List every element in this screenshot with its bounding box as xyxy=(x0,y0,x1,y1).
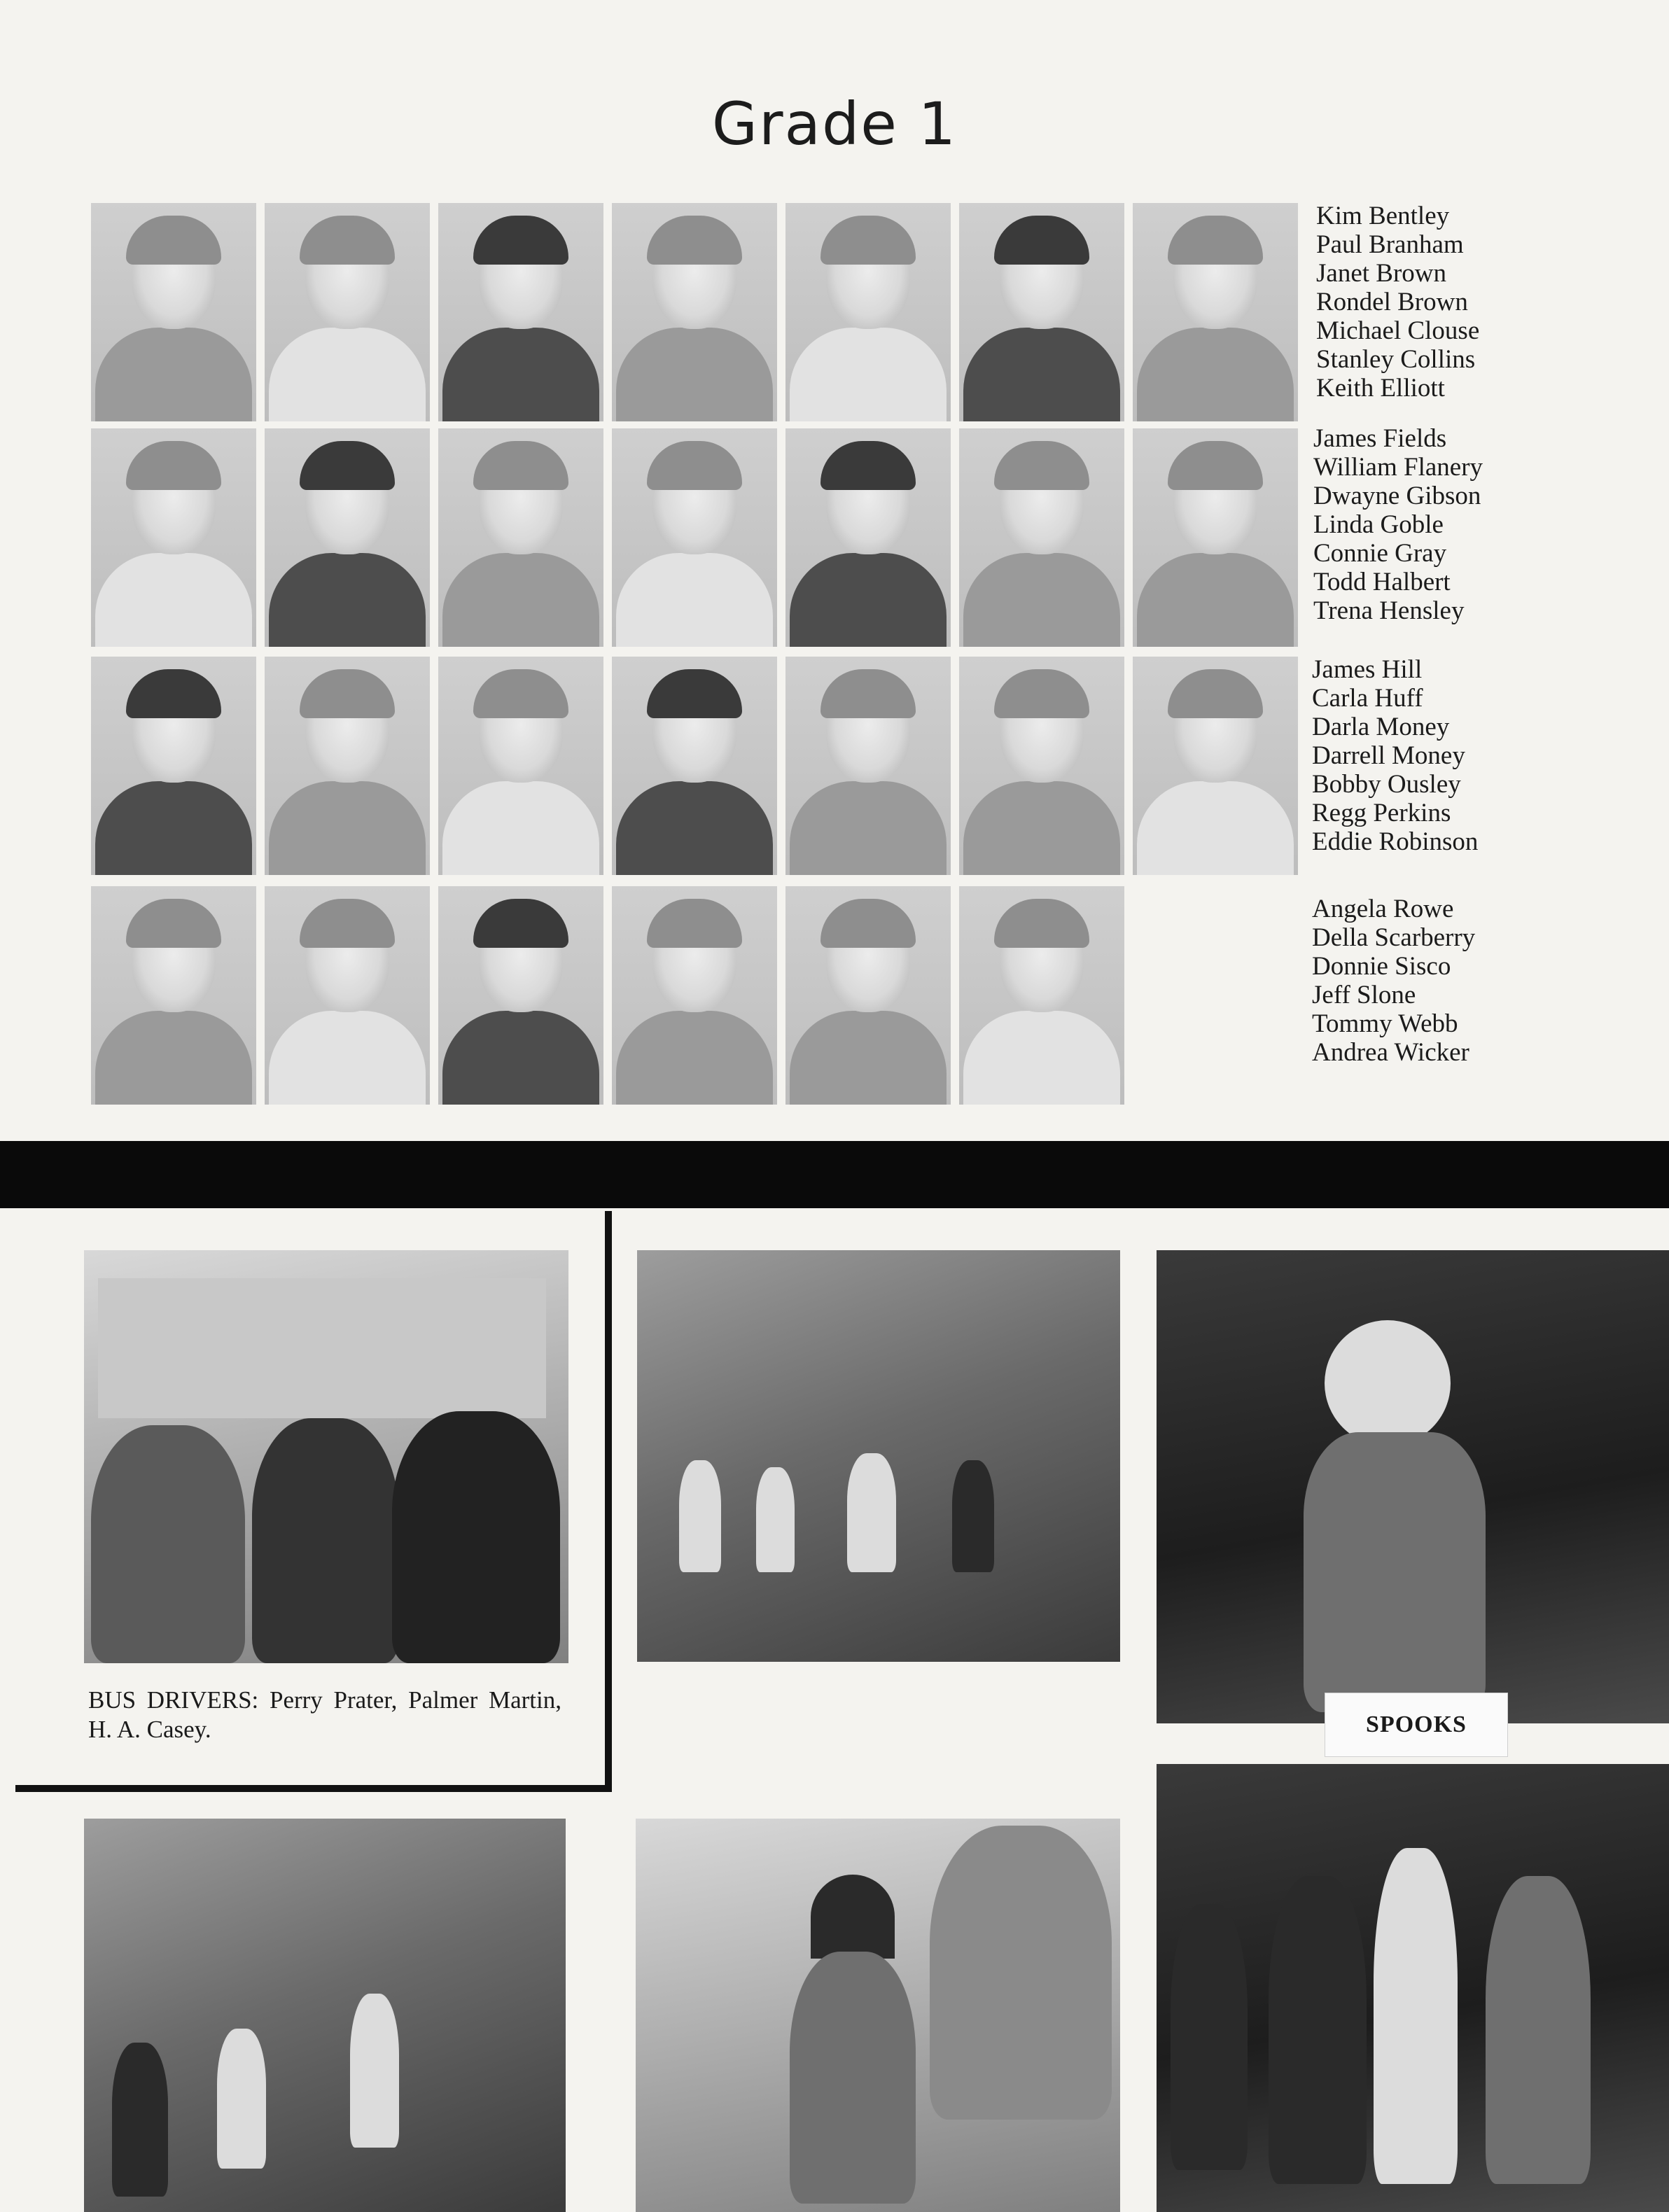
portrait-body xyxy=(442,553,599,647)
portrait-hair xyxy=(300,669,395,718)
student-name: Todd Halbert xyxy=(1313,568,1451,596)
portrait-body xyxy=(442,1011,599,1105)
student-portrait xyxy=(959,203,1124,421)
name-group-3 xyxy=(1312,655,1478,856)
student-name: Andrea Wicker xyxy=(1312,1038,1469,1067)
student-name: Angela Rowe xyxy=(1312,895,1454,923)
student-name: Connie Gray xyxy=(1313,539,1447,568)
student-portrait xyxy=(438,886,603,1105)
bus-driver-figure xyxy=(252,1418,399,1663)
student-name: Keith Elliott xyxy=(1316,374,1445,402)
portrait-body xyxy=(442,328,599,421)
portrait-body xyxy=(1137,553,1294,647)
portrait-hair xyxy=(300,216,395,265)
portrait-hair xyxy=(647,669,742,718)
costumed-figure xyxy=(1269,1876,1367,2184)
portrait-hair xyxy=(300,899,395,948)
student-name: William Flanery xyxy=(1313,453,1483,482)
student-portrait xyxy=(612,428,777,647)
student-name: Kim Bentley xyxy=(1316,202,1450,230)
portrait-body xyxy=(1137,781,1294,875)
portrait-hair xyxy=(126,899,221,948)
black-divider-band xyxy=(0,1141,1669,1208)
portrait-body xyxy=(95,781,252,875)
portrait-hair xyxy=(300,441,395,490)
name-group-4 xyxy=(1312,895,1475,1067)
portrait-body xyxy=(963,328,1120,421)
portrait-hair xyxy=(1168,216,1263,265)
student-name: Janet Brown xyxy=(1316,259,1446,288)
portrait-hair xyxy=(994,899,1089,948)
portrait-hair xyxy=(820,441,916,490)
portrait-hair xyxy=(473,441,568,490)
costumed-figure xyxy=(1304,1432,1486,1712)
student-name: Dwayne Gibson xyxy=(1313,482,1481,510)
student-portrait xyxy=(91,428,256,647)
portrait-body xyxy=(616,328,773,421)
page-title: Grade 1 xyxy=(711,90,958,158)
student-name: Darrell Money xyxy=(1312,741,1465,770)
parade-figure xyxy=(112,2043,168,2197)
portrait-hair xyxy=(473,899,568,948)
student-portrait xyxy=(265,428,430,647)
student-portrait xyxy=(959,657,1124,875)
witch-costume-child-photo xyxy=(636,1819,1120,2212)
portrait-hair xyxy=(994,669,1089,718)
halloween-parade-photo xyxy=(637,1250,1120,1662)
student-name: Della Scarberry xyxy=(1312,923,1476,952)
bus-drivers-photo xyxy=(84,1250,568,1663)
bulletin-board xyxy=(98,1278,546,1418)
parade-street-photo xyxy=(84,1819,566,2212)
student-portrait xyxy=(438,203,603,421)
witch-hat xyxy=(811,1875,895,1959)
parade-figure xyxy=(756,1467,795,1572)
portrait-body xyxy=(790,553,947,647)
student-portrait xyxy=(785,203,951,421)
portrait-body xyxy=(616,781,773,875)
student-name: Donnie Sisco xyxy=(1312,952,1451,981)
student-portrait xyxy=(1133,428,1298,647)
portrait-body xyxy=(790,781,947,875)
student-name: James Hill xyxy=(1312,655,1423,684)
student-portrait xyxy=(438,428,603,647)
spooks-label: SPOOKS xyxy=(1325,1693,1508,1757)
seated-adult xyxy=(930,1826,1112,2120)
portrait-body xyxy=(790,1011,947,1105)
student-portrait xyxy=(612,203,777,421)
name-group-2 xyxy=(1313,424,1483,625)
portrait-hair xyxy=(994,441,1089,490)
student-name: Paul Branham xyxy=(1316,230,1464,259)
student-portrait xyxy=(785,428,951,647)
student-portrait xyxy=(959,886,1124,1105)
student-portrait xyxy=(438,657,603,875)
student-portrait xyxy=(785,657,951,875)
bus-drivers-caption: BUS DRIVERS: Perry Prater, Palmer Martin, H. A. Casey. xyxy=(88,1686,561,1743)
pumpkin-costume-photo xyxy=(1157,1250,1669,1723)
portrait-hair xyxy=(126,216,221,265)
portrait-body xyxy=(790,328,947,421)
portrait-body xyxy=(442,781,599,875)
costume-parade-night-photo xyxy=(1157,1764,1669,2212)
portrait-body xyxy=(95,553,252,647)
student-name: Linda Goble xyxy=(1313,510,1444,539)
portrait-body xyxy=(269,781,426,875)
clown-figure xyxy=(1374,1848,1458,2184)
student-name: Tommy Webb xyxy=(1312,1009,1458,1038)
student-portrait xyxy=(91,657,256,875)
student-portrait xyxy=(265,203,430,421)
student-portrait xyxy=(91,203,256,421)
portrait-body xyxy=(95,328,252,421)
parade-figure xyxy=(350,1994,399,2148)
portrait-hair xyxy=(820,899,916,948)
portrait-body xyxy=(616,1011,773,1105)
portrait-hair xyxy=(647,216,742,265)
student-portrait xyxy=(959,428,1124,647)
student-name: Bobby Ousley xyxy=(1312,770,1461,799)
portrait-body xyxy=(269,1011,426,1105)
bus-driver-figure xyxy=(392,1411,560,1663)
portrait-hair xyxy=(647,441,742,490)
portrait-hair xyxy=(126,441,221,490)
portrait-hair xyxy=(126,669,221,718)
portrait-hair xyxy=(994,216,1089,265)
student-portrait xyxy=(265,657,430,875)
parade-figure xyxy=(217,2029,266,2169)
costumed-figure xyxy=(1171,1904,1248,2170)
parade-figure xyxy=(847,1453,896,1572)
name-group-1 xyxy=(1316,202,1479,402)
portrait-hair xyxy=(1168,441,1263,490)
student-name: Rondel Brown xyxy=(1316,288,1468,316)
student-name: Eddie Robinson xyxy=(1312,827,1479,856)
bus-driver-figure xyxy=(91,1425,245,1663)
costumed-figure xyxy=(1486,1876,1591,2184)
portrait-body xyxy=(1137,328,1294,421)
portrait-body xyxy=(269,553,426,647)
portrait-hair xyxy=(647,899,742,948)
student-portrait xyxy=(612,657,777,875)
student-portrait xyxy=(612,886,777,1105)
portrait-hair xyxy=(1168,669,1263,718)
student-portrait xyxy=(91,886,256,1105)
portrait-hair xyxy=(820,216,916,265)
student-name: Carla Huff xyxy=(1312,684,1423,713)
portrait-body xyxy=(963,1011,1120,1105)
portrait-hair xyxy=(473,669,568,718)
student-portrait xyxy=(1133,203,1298,421)
student-name: James Fields xyxy=(1313,424,1447,453)
parade-figure xyxy=(679,1460,721,1572)
pumpkin-mask xyxy=(1325,1320,1451,1446)
costumed-child xyxy=(790,1952,916,2204)
student-name: Jeff Slone xyxy=(1312,981,1416,1009)
portrait-body xyxy=(963,553,1120,647)
student-portrait xyxy=(785,886,951,1105)
student-name: Darla Money xyxy=(1312,713,1450,741)
portrait-body xyxy=(963,781,1120,875)
student-portrait xyxy=(265,886,430,1105)
portrait-body xyxy=(616,553,773,647)
parade-figure xyxy=(952,1460,994,1572)
portrait-hair xyxy=(820,669,916,718)
portrait-body xyxy=(269,328,426,421)
student-name: Michael Clouse xyxy=(1316,316,1480,345)
student-portrait xyxy=(1133,657,1298,875)
portrait-hair xyxy=(473,216,568,265)
student-name: Regg Perkins xyxy=(1312,799,1451,827)
student-name: Trena Hensley xyxy=(1313,596,1465,625)
portrait-body xyxy=(95,1011,252,1105)
student-name: Stanley Collins xyxy=(1316,345,1476,374)
